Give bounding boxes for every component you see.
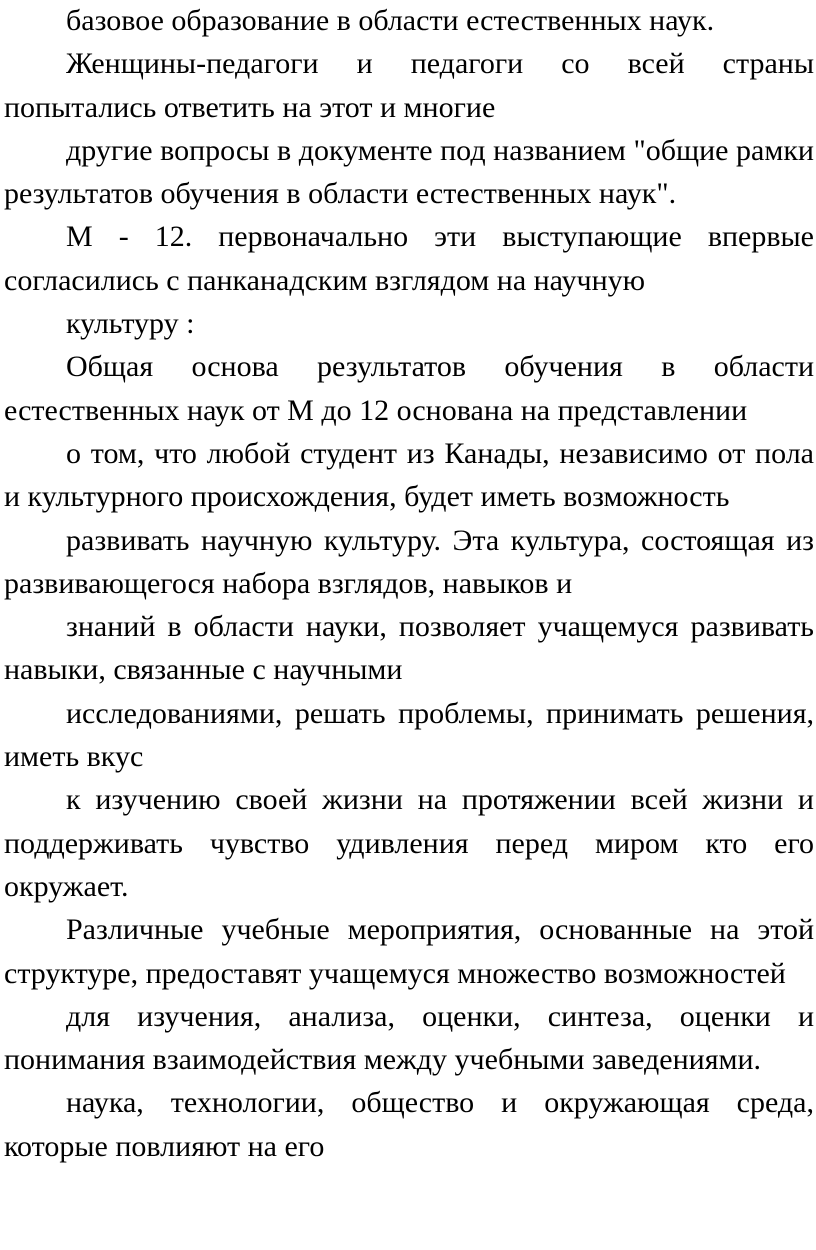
paragraph-3: другие вопросы в документе под названием "общие рамки результатов обучения в области естественных наук".: [4, 133, 814, 211]
paragraph-9: знаний в области науки, позволяет учащемуся развивать навыки, связанные с научными: [4, 610, 814, 687]
paragraph-5: культуру :: [66, 307, 195, 341]
paragraph-8: развивать научную культуру. Эта культура, состоящая из развивающегося набора взглядов, навыков и: [4, 523, 814, 600]
paragraph-7: о том, что любой студент из Канады, независимо от пола и культурного происхождения, будет иметь возможность: [4, 436, 814, 514]
paragraph-14: наука, технологии, общество и окружающая среда, которые повлияют на его: [4, 1086, 814, 1163]
document-page: [4, 0, 814, 1168]
paragraph-6: Общая основа результатов обучения в области естественных наук от М до 12 основана на представлении: [4, 350, 814, 427]
paragraph-4: М - 12. первоначально эти выступающие впервые согласились с панканадским взглядом на научную: [4, 220, 814, 297]
paragraph-2: Женщины-педагоги и педагоги со всей страны попытались ответить на этот и многие: [4, 47, 814, 124]
paragraph-12: Различные учебные мероприятия, основанные на этой структуре, предоставят учащемуся множество возможностей: [4, 913, 814, 990]
paragraph-11: к изучению своей жизни на протяжении всей жизни и поддерживать чувство удивления перед миром кто его окружает.: [4, 783, 814, 903]
paragraph-10: исследованиями, решать проблемы, принимать решения, иметь вкус: [4, 696, 814, 774]
paragraph-1: базовое образование в области естественных наук.: [66, 4, 715, 37]
paragraph-13: для изучения, анализа, оценки, синтеза, оценки и понимания взаимодействия между учебными заведениями.: [4, 999, 814, 1077]
